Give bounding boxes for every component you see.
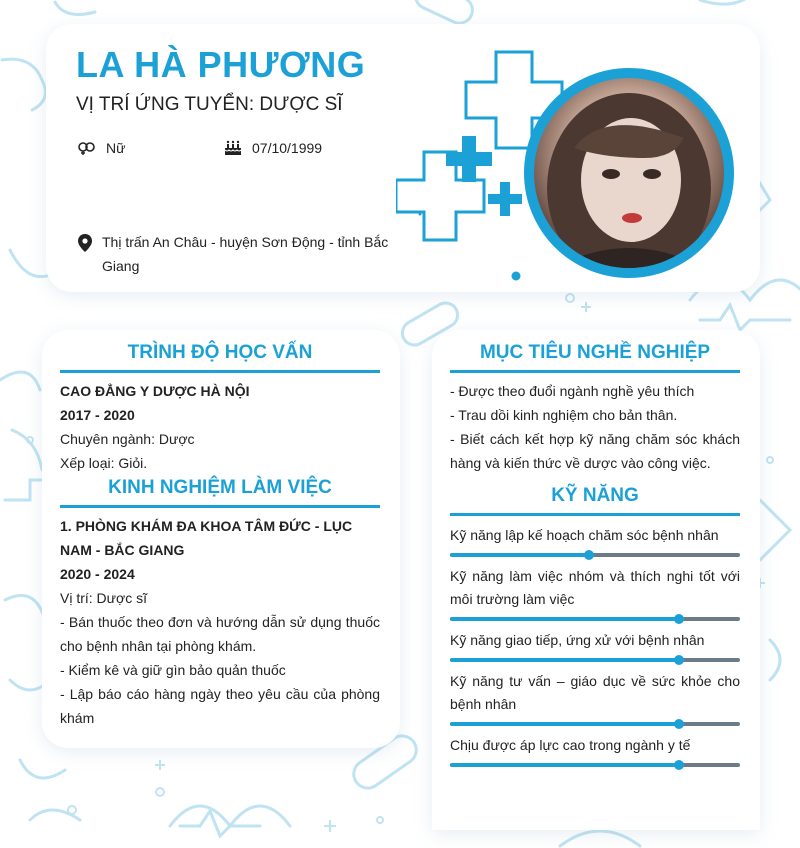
birthdate-value: 07/10/1999 [252,140,323,156]
avatar-photo [534,78,724,268]
education-experience-card [42,330,400,748]
skill-level-bar [450,722,740,726]
education-school: CAO ĐẲNG Y DƯỢC HÀ NỘI [60,383,250,399]
experience-duty: - Lập báo cáo hàng ngày theo yêu cầu của phòng khám [60,686,380,726]
skills-list [450,524,740,767]
profile-header-card [46,24,760,292]
skill-level-knob [674,760,684,770]
gender-icon [78,141,96,155]
education-title: TRÌNH ĐỘ HỌC VẤN [60,342,380,373]
skill-item [450,734,740,767]
gender-value: Nữ [106,140,126,156]
experience-duty: - Kiểm kê và giữ gìn bảo quản thuốc [60,662,286,678]
experience-role: Vị trí: Dược sĩ [60,590,148,606]
birthday-cake-icon [224,140,242,156]
skill-level-fill [450,763,679,767]
experience-title: KINH NGHIỆM LÀM VIỆC [60,477,380,508]
skill-level-fill [450,617,679,621]
skill-level-fill [450,553,589,557]
skill-label: Kỹ năng giao tiếp, ứng xử với bệnh nhân [450,632,705,648]
objective-item: - Trau dồi kinh nghiệm cho bản thân. [450,407,678,423]
objective-skills-card [432,330,760,830]
skill-level-fill [450,658,679,662]
skill-level-knob [674,614,684,624]
skill-level-knob [584,550,594,560]
skill-level-bar [450,553,740,557]
candidate-name: LA HÀ PHƯƠNG [76,44,366,85]
skill-item [450,524,740,557]
avatar-frame [524,68,734,278]
avatar-portrait-icon [534,78,724,268]
skills-title: KỸ NĂNG [450,485,740,516]
experience-years: 2020 - 2024 [60,566,135,582]
skill-level-fill [450,722,679,726]
birthdate-row [224,140,322,156]
education-years: 2017 - 2020 [60,407,135,423]
skill-level-knob [674,719,684,729]
skill-label: Kỹ năng làm việc nhóm và thích nghi tốt với môi trường làm việc [450,568,740,607]
skill-level-bar [450,658,740,662]
skill-item [450,565,740,621]
address-value: Thị trấn An Châu - huyện Sơn Động - tỉnh Bắc Giang [102,234,389,274]
education-major: Chuyên ngành: Dược [60,431,195,447]
objective-item: - Biết cách kết hợp kỹ năng chăm sóc khách hàng và kiến thức về dược vào công việc. [450,431,740,471]
applied-position: VỊ TRÍ ỨNG TUYỂN: DƯỢC SĨ [76,94,343,115]
skill-item [450,670,740,726]
location-pin-icon [78,234,92,252]
skill-label: Kỹ năng tư vấn – giáo dục về sức khỏe cho bệnh nhân [450,673,740,712]
address-row [78,230,398,278]
experience-company: 1. PHÒNG KHÁM ĐA KHOA TÂM ĐỨC - LỤC NAM - BẮC GIANG [60,518,353,558]
gender-row [78,140,125,156]
skill-label: Chịu được áp lực cao trong ngành y tế [450,737,691,753]
experience-duty: - Bán thuốc theo đơn và hướng dẫn sử dụng thuốc cho bệnh nhân tại phòng khám. [60,614,380,654]
skill-level-bar [450,617,740,621]
objective-item: - Được theo đuổi ngành nghề yêu thích [450,383,695,399]
skill-level-knob [674,655,684,665]
education-grade: Xếp loại: Giỏi. [60,455,148,471]
skill-item [450,629,740,662]
objective-title: MỤC TIÊU NGHỀ NGHIỆP [450,342,740,373]
skill-level-bar [450,763,740,767]
skill-label: Kỹ năng lập kế hoạch chăm sóc bệnh nhân [450,527,719,543]
